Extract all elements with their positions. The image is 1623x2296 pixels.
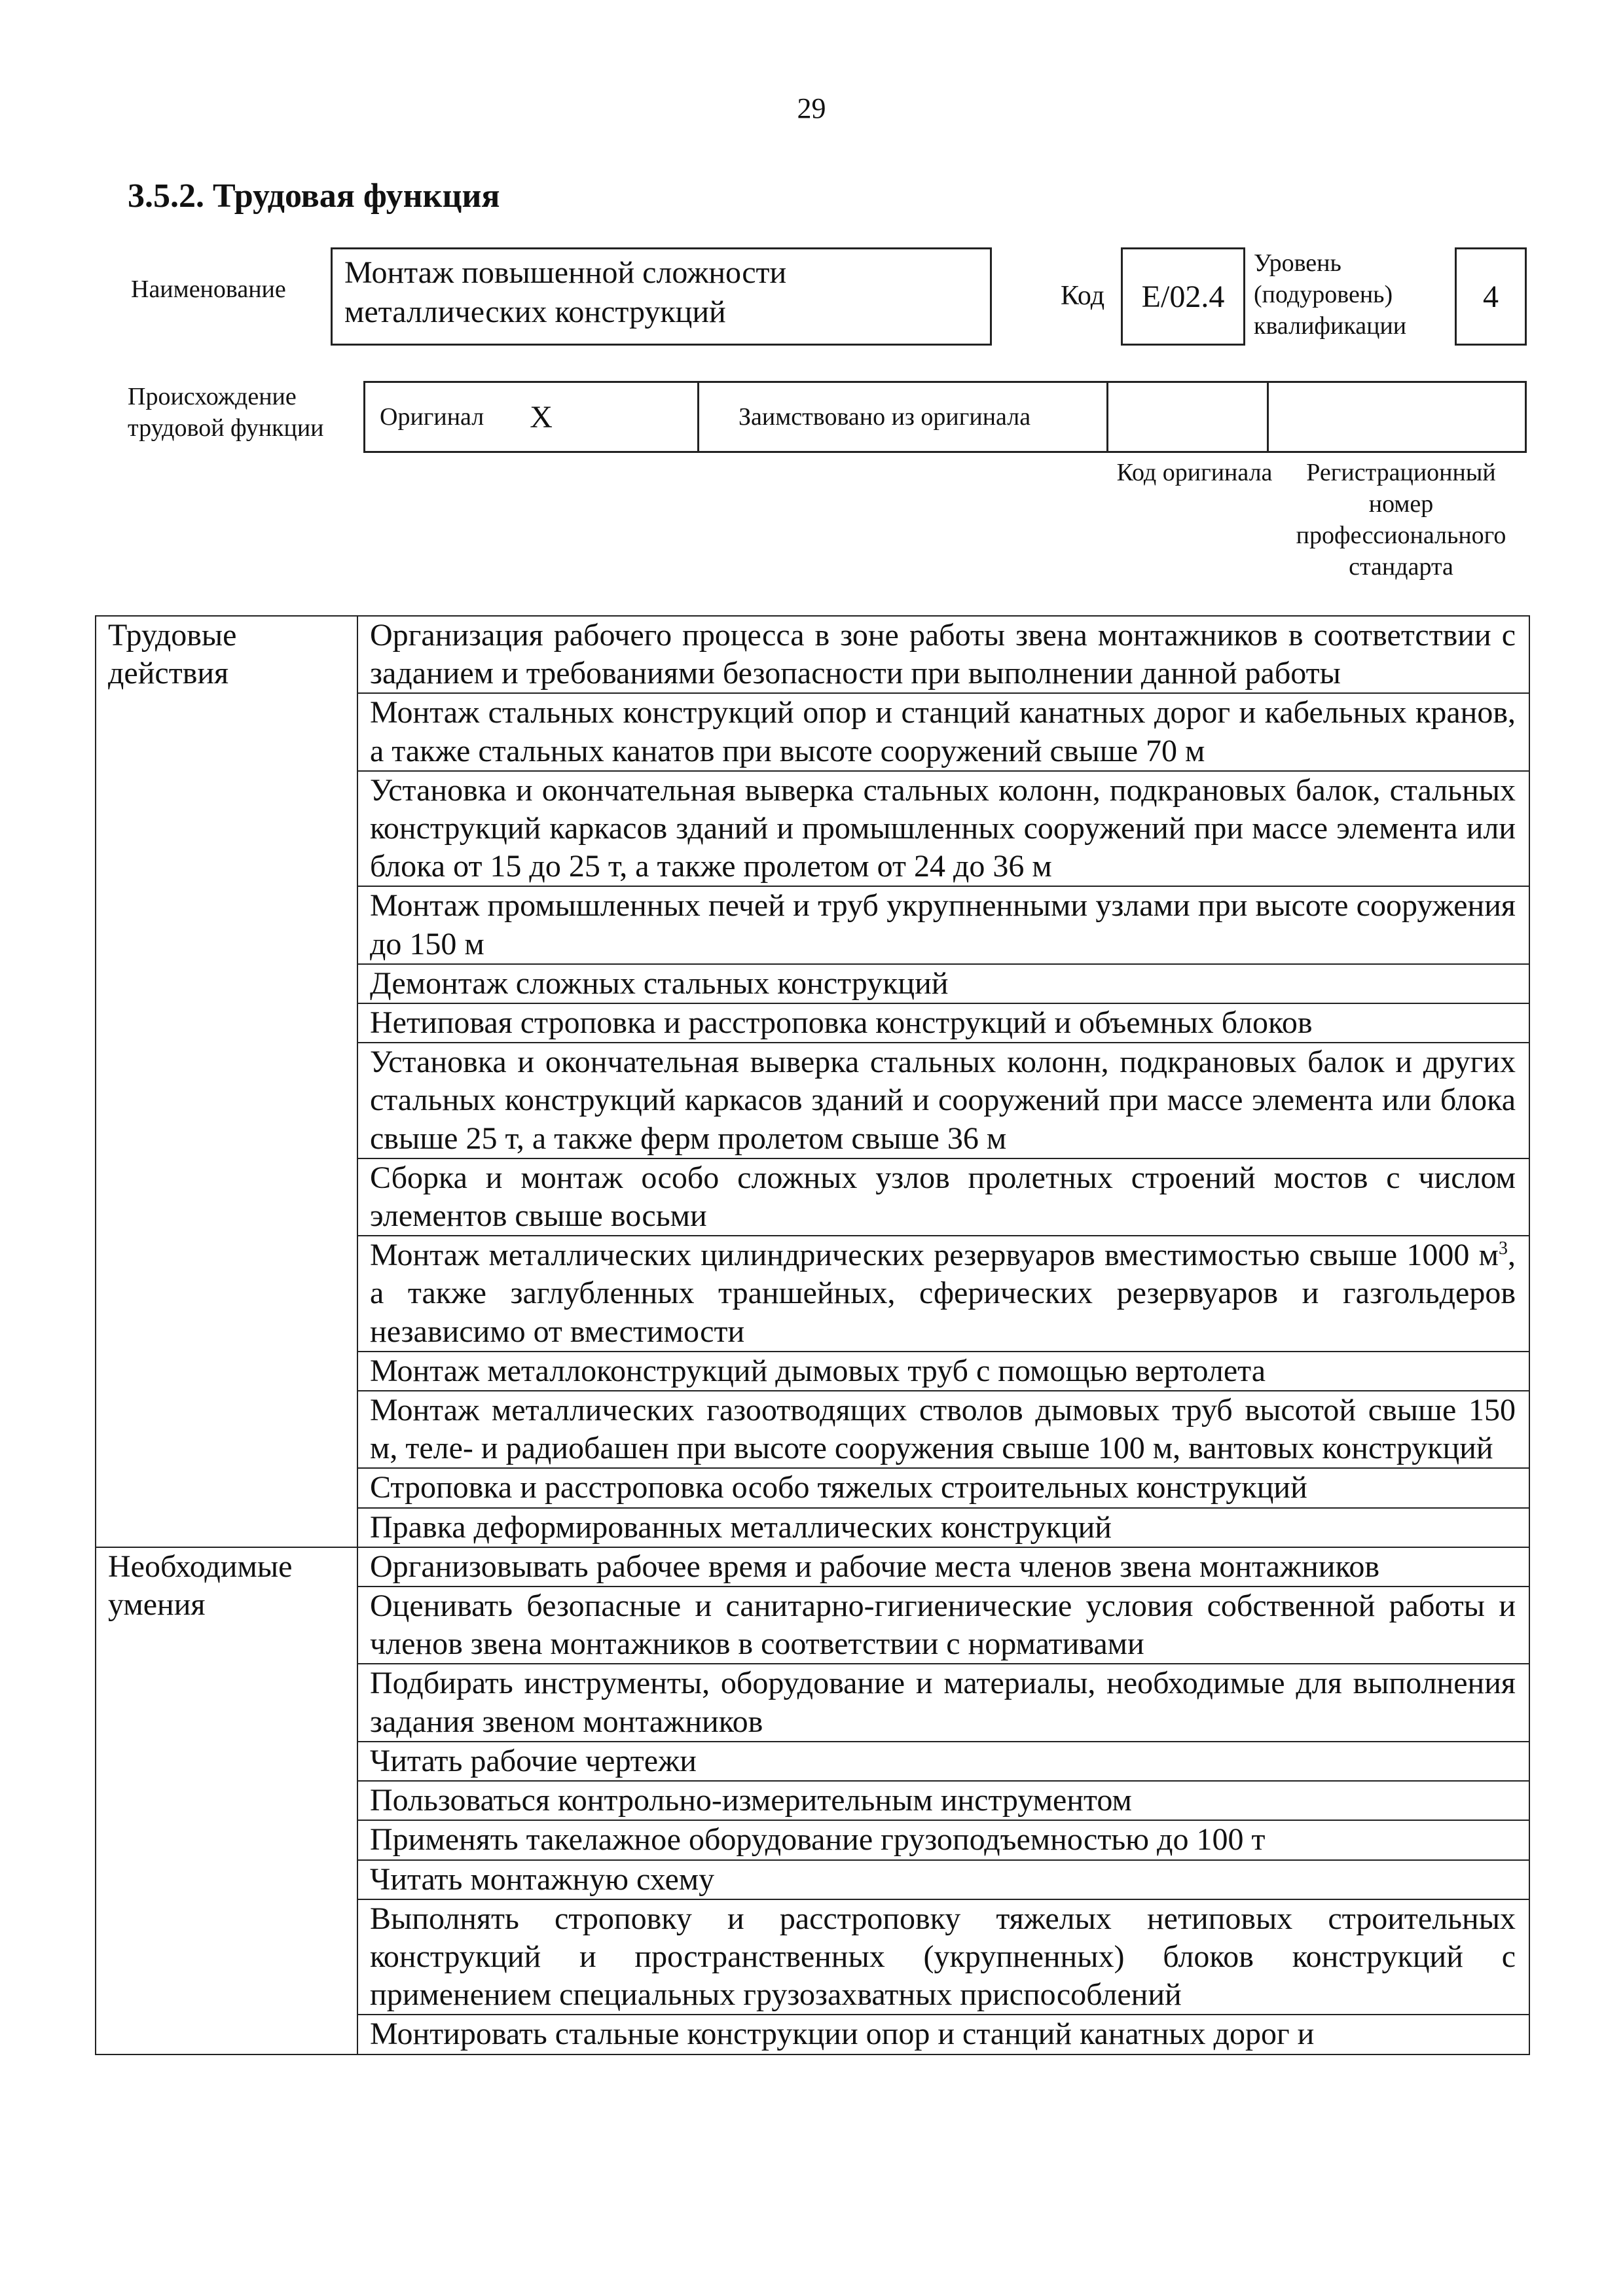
name-value: Монтаж повышенной сложности металлических конструкций xyxy=(331,247,992,346)
list-item-text: Монтаж металлических цилиндрических резервуаров вместимостью свыше 1000 м xyxy=(370,1238,1499,1273)
list-item: Правка деформированных металлических конструкций xyxy=(357,1508,1529,1547)
list-item: Читать монтажную схему xyxy=(357,1860,1529,1899)
list-item-text: , а также заглубленных траншейных, сферических резервуаров и газгольдеров независимо от вместимости xyxy=(370,1238,1516,1349)
list-item: Сборка и монтаж особо сложных узлов пролетных строений мостов с числом элементов свыше восьми xyxy=(357,1158,1529,1236)
origin-registration-cell xyxy=(1269,383,1525,451)
function-table xyxy=(95,615,1530,2055)
list-item xyxy=(357,1236,1529,1352)
list-item: Установка и окончательная выверка стальных колонн, подкрановых балок и других стальных конструкций каркасов зданий и сооружений при массе элемента или блока свыше 25 т, а также ферм пролетом свыше 36 м xyxy=(357,1043,1529,1158)
page-number: 29 xyxy=(797,92,826,124)
list-item: Монтаж промышленных печей и труб укрупненными узлами при высоте сооружения до 150 м xyxy=(357,886,1529,963)
list-item: Строповка и расстроповка особо тяжелых строительных конструкций xyxy=(357,1468,1529,1507)
origin-borrowed-label: Заимствовано из оригинала xyxy=(739,403,1031,431)
table-row xyxy=(96,616,1529,693)
origin-code-cell xyxy=(1108,383,1269,451)
list-item: Оценивать безопасные и санитарно-гигиенические условия собственной работы и членов звена монтажников в соответствии с нормативами xyxy=(357,1587,1529,1664)
level-label: Уровень (подуровень) квалификации xyxy=(1254,249,1407,340)
original-code-label: Код оригинала xyxy=(1116,459,1273,486)
list-item: Организовывать рабочее время и рабочие места членов звена монтажников xyxy=(357,1547,1529,1587)
list-item: Монтаж стальных конструкций опор и станций канатных дорог и кабельных кранов, а также стальных канатов при высоте сооружений свыше 70 м xyxy=(357,693,1529,770)
origin-original-label: Оригинал xyxy=(380,403,484,431)
list-item: Читать рабочие чертежи xyxy=(357,1742,1529,1781)
list-item: Установка и окончательная выверка стальных колонн, подкрановых балок, стальных конструкций каркасов зданий и промышленных сооружений при массе элемента или блока от 15 до 25 т, а также пролетом от 24 до 36 м xyxy=(357,771,1529,887)
code-value: E/02.4 xyxy=(1121,247,1245,346)
list-item: Подбирать инструменты, оборудование и материалы, необходимые для выполнения задания звеном монтажников xyxy=(357,1664,1529,1741)
section-category: Трудовые действия xyxy=(96,616,357,1547)
section-category: Необходимые умения xyxy=(96,1547,357,2054)
origin-borrowed-cell xyxy=(699,383,1108,451)
registration-number-label: Регистрационный номер профессионального стандарта xyxy=(1296,459,1506,581)
list-item: Пользоваться контрольно-измерительным инструментом xyxy=(357,1781,1529,1820)
level-value: 4 xyxy=(1455,247,1527,346)
section-title: 3.5.2. Трудовая функция xyxy=(128,177,500,215)
list-item: Применять такелажное оборудование грузоподъемностью до 100 т xyxy=(357,1820,1529,1859)
list-item: Нетиповая строповка и расстроповка конструкций и объемных блоков xyxy=(357,1003,1529,1043)
origin-label: Происхождение трудовой функции xyxy=(128,383,324,442)
list-item: Выполнять строповку и расстроповку тяжелых нетиповых строительных конструкций и пространственных (укрупненных) блоков конструкций с применением специальных грузозахватных приспособлений xyxy=(357,1899,1529,2015)
superscript: 3 xyxy=(1499,1238,1508,1259)
origin-row xyxy=(363,381,1527,453)
list-item: Монтировать стальные конструкции опор и станций канатных дорог и xyxy=(357,2015,1529,2054)
list-item: Организация рабочего процесса в зоне работы звена монтажников в соответствии с заданием и требованиями безопасности при выполнении данной работы xyxy=(357,616,1529,693)
list-item: Демонтаж сложных стальных конструкций xyxy=(357,964,1529,1003)
code-label: Код xyxy=(1061,281,1105,311)
table-row xyxy=(96,1547,1529,1587)
name-label: Наименование xyxy=(131,276,286,303)
origin-original-cell xyxy=(365,383,699,451)
origin-original-mark: X xyxy=(530,399,553,435)
list-item: Монтаж металлических газоотводящих стволов дымовых труб высотой свыше 150 м, теле- и радиобашен при высоте сооружения свыше 100 м, вантовых конструкций xyxy=(357,1391,1529,1468)
list-item: Монтаж металлоконструкций дымовых труб с помощью вертолета xyxy=(357,1352,1529,1391)
